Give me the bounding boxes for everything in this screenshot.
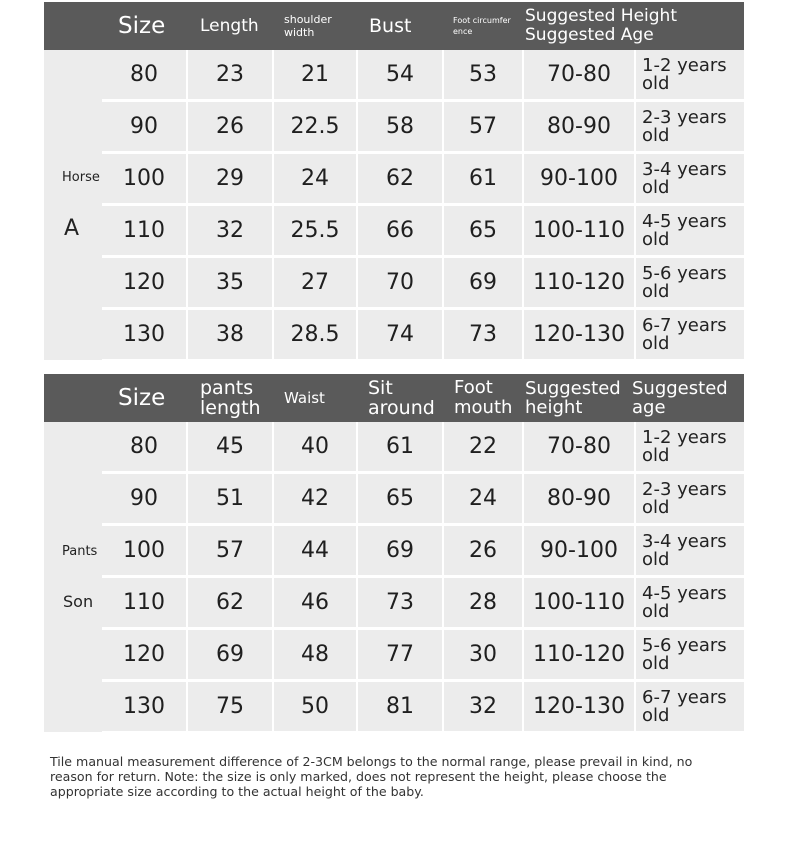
header-bust: Bust	[369, 14, 412, 37]
cell-shoulder-width: 27	[274, 258, 356, 307]
cell-bust: 58	[358, 102, 442, 151]
header-waist: Waist	[284, 388, 325, 407]
cell-size: 90	[102, 102, 186, 151]
cell-suggested-height: 120-130	[524, 682, 634, 731]
cell-sit-around: 81	[358, 682, 442, 731]
header-shoulder-width: shoulder width	[284, 13, 332, 39]
cell-suggested-age: 5-6 years old	[636, 630, 744, 679]
cell-size: 90	[102, 474, 186, 523]
cell-foot-mouth: 32	[444, 682, 522, 731]
header-size: Size	[118, 12, 166, 39]
top-table-body	[44, 50, 744, 360]
cell-suggested-age: 1-2 years old	[636, 422, 744, 471]
cell-foot-circumference: 65	[444, 206, 522, 255]
cell-waist: 48	[274, 630, 356, 679]
header-foot-circumference: Foot circumference	[453, 16, 511, 36]
cell-bust: 54	[358, 50, 442, 99]
cell-sit-around: 61	[358, 422, 442, 471]
cell-length: 32	[188, 206, 272, 255]
header-size: Size	[118, 384, 166, 411]
cell-length: 26	[188, 102, 272, 151]
cell-sit-around: 65	[358, 474, 442, 523]
header-foot-mouth: Foot mouth	[454, 377, 513, 418]
cell-suggested-age: 4-5 years old	[636, 578, 744, 627]
cell-shoulder-width: 28.5	[274, 310, 356, 359]
cell-suggested-height: 80-90	[524, 102, 634, 151]
cell-suggested-age: 6-7 years old	[636, 682, 744, 731]
cell-suggested-height: 100-110	[524, 206, 634, 255]
cell-suggested-height: 90-100	[524, 526, 634, 575]
top-side-column	[44, 50, 102, 360]
table-row	[102, 526, 744, 575]
cell-suggested-age: 4-5 years old	[636, 206, 744, 255]
measurement-note: Tile manual measurement difference of 2-3CM belongs to the normal range, please prevail in kind, no reason for return. Note: the size is only marked, does not represent the height, please choose the appropriate size according to the actual height of the baby.	[50, 754, 693, 799]
cell-size: 110	[102, 206, 186, 255]
cell-suggested-age: 3-4 years old	[636, 526, 744, 575]
table-row	[102, 310, 744, 359]
header-sit-around: Sit around	[368, 377, 435, 419]
cell-size: 80	[102, 422, 186, 471]
header-suggested-age: Suggested Age	[525, 25, 654, 45]
cell-bust: 70	[358, 258, 442, 307]
cell-size: 120	[102, 258, 186, 307]
cell-bust: 66	[358, 206, 442, 255]
top-size-table	[44, 2, 744, 360]
cell-foot-circumference: 73	[444, 310, 522, 359]
table-row	[102, 682, 744, 731]
cell-size: 100	[102, 526, 186, 575]
cell-suggested-age: 3-4 years old	[636, 154, 744, 203]
cell-foot-mouth: 22	[444, 422, 522, 471]
header-suggested-height: Suggested height	[525, 378, 621, 418]
cell-length: 29	[188, 154, 272, 203]
cell-shoulder-width: 25.5	[274, 206, 356, 255]
table-row	[102, 258, 744, 307]
cell-suggested-height: 80-90	[524, 474, 634, 523]
cell-foot-mouth: 30	[444, 630, 522, 679]
side-label-a: A	[64, 216, 80, 241]
header-suggested-age: Suggested age	[632, 378, 728, 418]
table-row	[102, 50, 744, 99]
bottom-table-body	[44, 422, 744, 732]
cell-size: 120	[102, 630, 186, 679]
cell-pants-length: 62	[188, 578, 272, 627]
table-row	[102, 474, 744, 523]
header-suggested-height: Suggested Height	[525, 6, 677, 26]
cell-size: 130	[102, 682, 186, 731]
cell-suggested-height: 70-80	[524, 50, 634, 99]
cell-suggested-height: 70-80	[524, 422, 634, 471]
cell-suggested-height: 100-110	[524, 578, 634, 627]
cell-suggested-height: 110-120	[524, 258, 634, 307]
table-row	[102, 630, 744, 679]
cell-size: 100	[102, 154, 186, 203]
cell-foot-mouth: 28	[444, 578, 522, 627]
cell-waist: 46	[274, 578, 356, 627]
header-length: Length	[200, 15, 259, 36]
cell-suggested-height: 120-130	[524, 310, 634, 359]
side-label-pants: Pants	[62, 544, 98, 559]
cell-suggested-age: 1-2 years old	[636, 50, 744, 99]
side-label-horse: Horse	[62, 170, 100, 185]
header-suggested-height-age	[525, 2, 735, 50]
cell-size: 110	[102, 578, 186, 627]
cell-suggested-age: 2-3 years old	[636, 474, 744, 523]
bottom-side-column	[44, 422, 102, 732]
cell-pants-length: 45	[188, 422, 272, 471]
cell-pants-length: 75	[188, 682, 272, 731]
cell-pants-length: 51	[188, 474, 272, 523]
cell-sit-around: 73	[358, 578, 442, 627]
cell-sit-around: 69	[358, 526, 442, 575]
bottom-table-header	[44, 374, 744, 422]
cell-bust: 62	[358, 154, 442, 203]
bottom-size-table	[44, 374, 744, 732]
cell-suggested-height: 110-120	[524, 630, 634, 679]
cell-size: 80	[102, 50, 186, 99]
cell-length: 23	[188, 50, 272, 99]
cell-suggested-age: 5-6 years old	[636, 258, 744, 307]
cell-foot-circumference: 69	[444, 258, 522, 307]
cell-sit-around: 77	[358, 630, 442, 679]
cell-suggested-age: 2-3 years old	[636, 102, 744, 151]
cell-length: 35	[188, 258, 272, 307]
cell-foot-circumference: 57	[444, 102, 522, 151]
cell-suggested-age: 6-7 years old	[636, 310, 744, 359]
header-pants-length: pants length	[200, 377, 261, 419]
cell-shoulder-width: 21	[274, 50, 356, 99]
side-label-son: Son	[63, 592, 94, 611]
table-row	[102, 422, 744, 471]
cell-pants-length: 57	[188, 526, 272, 575]
table-row	[102, 578, 744, 627]
cell-foot-mouth: 26	[444, 526, 522, 575]
table-row	[102, 154, 744, 203]
cell-waist: 44	[274, 526, 356, 575]
cell-foot-mouth: 24	[444, 474, 522, 523]
cell-shoulder-width: 22.5	[274, 102, 356, 151]
cell-length: 38	[188, 310, 272, 359]
cell-size: 130	[102, 310, 186, 359]
cell-waist: 50	[274, 682, 356, 731]
cell-foot-circumference: 61	[444, 154, 522, 203]
cell-suggested-height: 90-100	[524, 154, 634, 203]
top-table-header	[44, 2, 744, 50]
cell-waist: 40	[274, 422, 356, 471]
cell-pants-length: 69	[188, 630, 272, 679]
cell-waist: 42	[274, 474, 356, 523]
cell-foot-circumference: 53	[444, 50, 522, 99]
cell-shoulder-width: 24	[274, 154, 356, 203]
table-row	[102, 102, 744, 151]
table-row	[102, 206, 744, 255]
cell-bust: 74	[358, 310, 442, 359]
